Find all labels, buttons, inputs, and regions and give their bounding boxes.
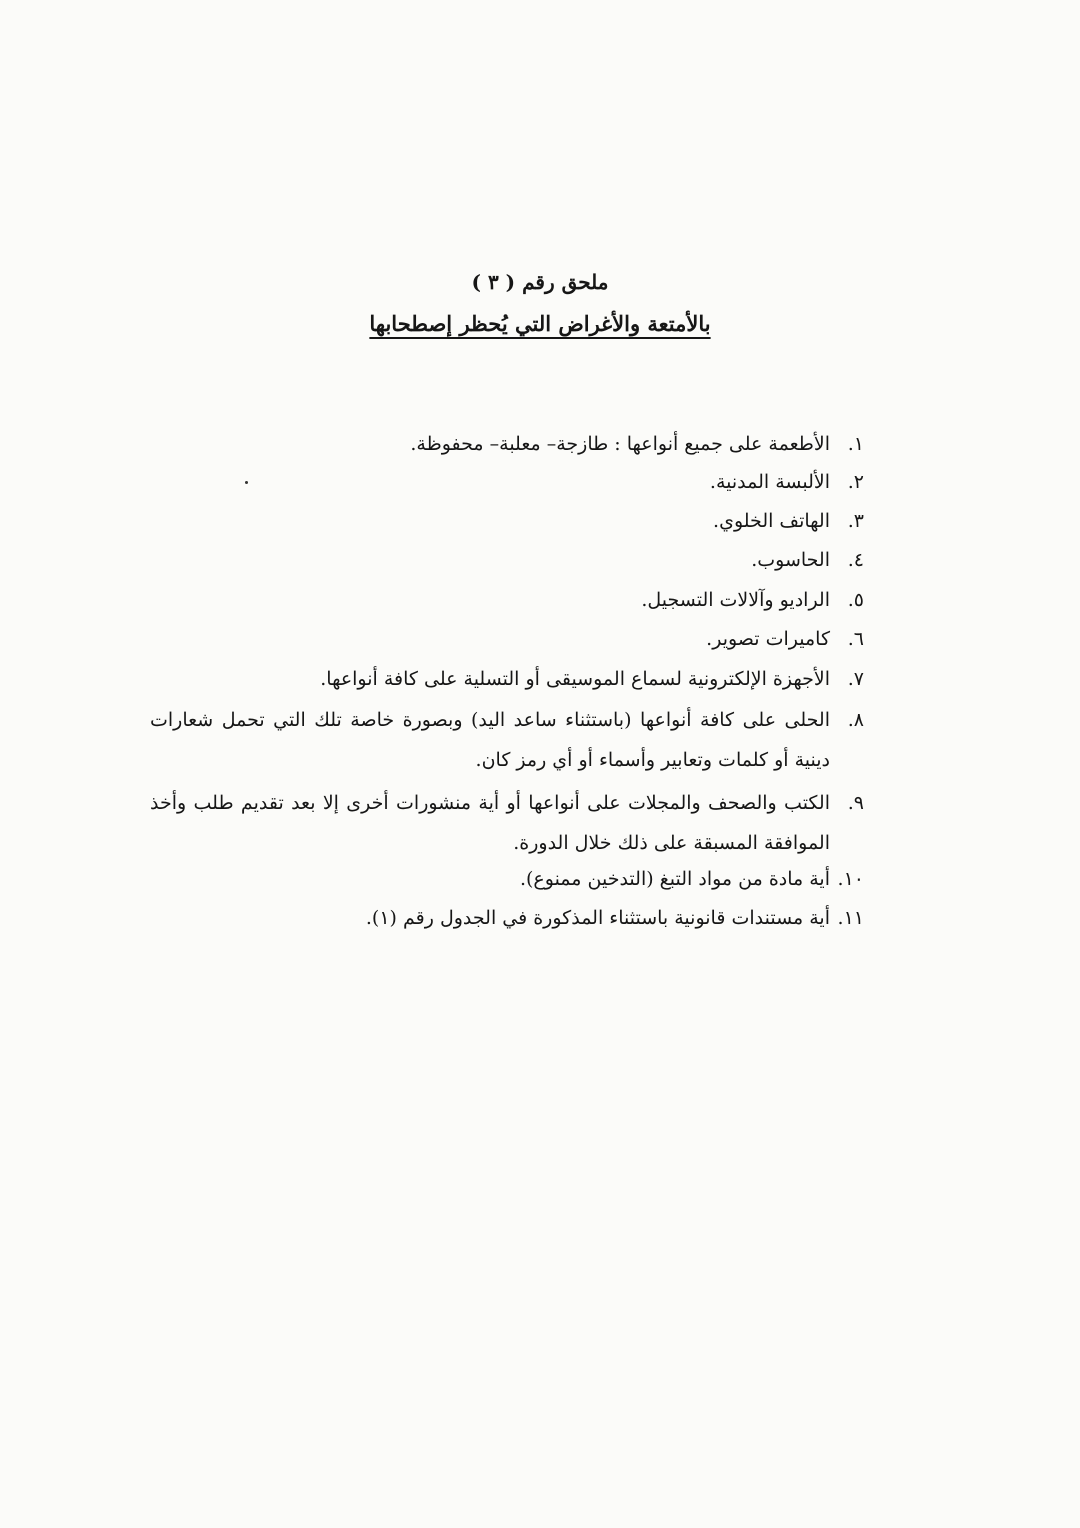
list-item-6 xyxy=(706,619,864,659)
item-text: الكتب والصحف والمجلات على أنواعها أو أية منشورات أخرى إلا بعد تقديم طلب وأخذ الموافقة المسبقة على ذلك خلال الدورة. xyxy=(150,792,830,854)
item-text: الحاسوب. xyxy=(751,549,830,571)
item-number: ٩. xyxy=(847,792,864,814)
item-text: أية مستندات قانونية باستثناء المذكورة في الجدول رقم (١). xyxy=(365,907,830,929)
list-item-10 xyxy=(520,859,864,899)
item-text: الحلى على كافة أنواعها (باستثناء ساعد اليد) وبصورة خاصة تلك التي تحمل شعارات دينية أو كلمات وتعابير وأسماء أو أي رمز كان. xyxy=(150,709,830,771)
annex-title-text: ملحق رقم ( ٣ ) xyxy=(471,270,609,294)
item-text: كاميرات تصوير. xyxy=(706,628,830,650)
item-number: ٤. xyxy=(847,549,864,571)
item-number: ١. xyxy=(847,433,864,455)
list-item-4 xyxy=(751,540,864,580)
item-number: ٧. xyxy=(847,668,864,690)
list-item-3 xyxy=(713,501,864,541)
item-number: ٥. xyxy=(847,589,864,611)
item-number: ٦. xyxy=(847,628,864,650)
item-number: ١٠. xyxy=(837,868,864,890)
item-text: أية مادة من مواد التبغ (التدخين ممنوع). xyxy=(519,868,830,890)
list-item-11 xyxy=(366,898,864,938)
item-number: ٢. xyxy=(847,471,864,493)
item-number: ٨. xyxy=(847,709,864,731)
list-item-8 xyxy=(150,700,864,780)
list-item-9 xyxy=(150,783,864,863)
list-item-2 xyxy=(710,462,864,502)
list-item-1 xyxy=(410,424,864,464)
item-number: ١١. xyxy=(837,907,864,929)
item-text: الهاتف الخلوي. xyxy=(713,510,830,532)
list-item-5 xyxy=(641,580,864,620)
item-text: الألبسة المدنية. xyxy=(709,471,830,493)
item-text: الأجهزة الإلكترونية لسماع الموسيقى أو التسلية على كافة أنواعها. xyxy=(320,668,830,690)
list-item-7 xyxy=(320,659,864,699)
item-number: ٣. xyxy=(847,510,864,532)
item-text: الأطعمة على جميع أنواعها : طازجة– معلبة– محفوظة. xyxy=(410,433,830,455)
item-text: الراديو وآلالات التسجيل. xyxy=(641,589,830,611)
annex-subtitle-text: بالأمتعة والأغراض التي يُحظر إصطحابها xyxy=(369,311,711,336)
